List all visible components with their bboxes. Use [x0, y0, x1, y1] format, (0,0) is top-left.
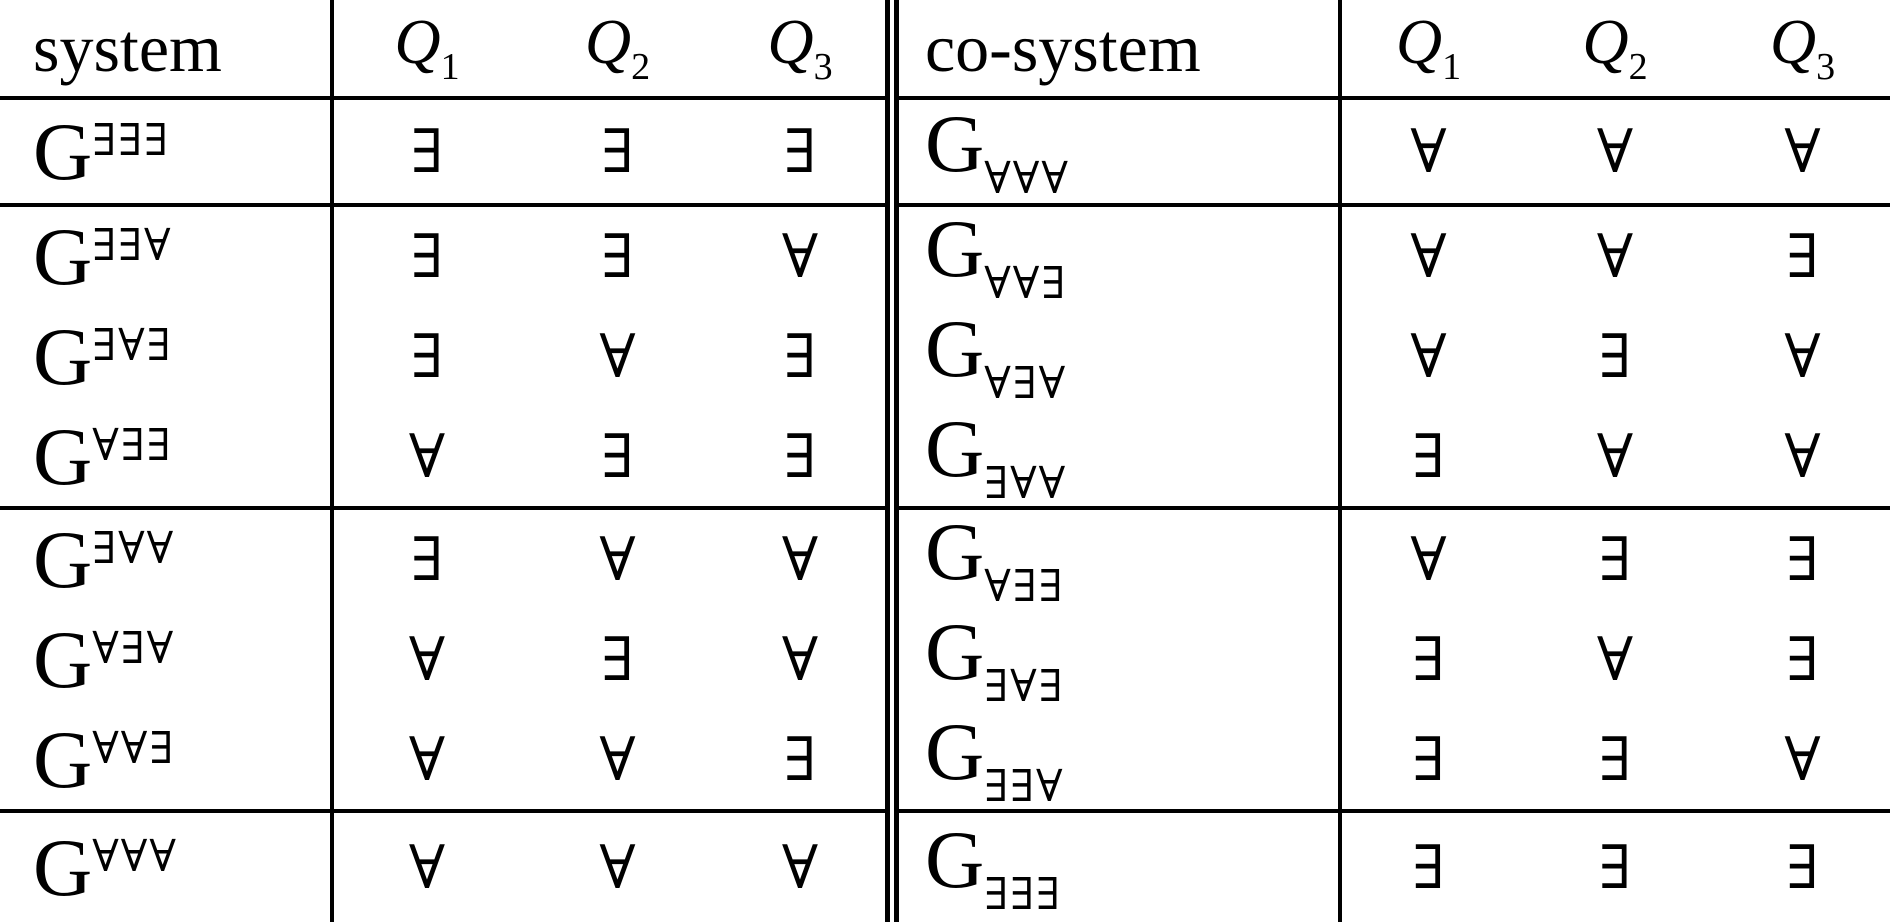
q2-subscript: 2 [631, 46, 651, 88]
system-name-cell [0, 508, 332, 609]
table-row [0, 407, 1890, 508]
table-row [0, 811, 1890, 922]
q2-value-cell: ∀ [599, 323, 636, 390]
quantifier-superscript: ∃∀∃ [92, 320, 173, 370]
g-base: G [33, 105, 93, 197]
co-q3-value-cell: ∃ [1715, 205, 1890, 306]
co-q2-value-cell: ∀ [1596, 423, 1634, 490]
q2-value-cell: ∀ [520, 508, 715, 609]
co-q1-value-cell: ∃ [1340, 710, 1515, 811]
system-symbol [33, 106, 170, 197]
g-base: G [925, 609, 985, 697]
quantifier-superscript: ∀∀∀ [92, 832, 178, 881]
co-q2-value-cell: ∀ [1596, 626, 1634, 693]
cosystem-symbol [925, 814, 1062, 919]
cosystem-symbol [925, 205, 1068, 306]
cosystem-column-header: co-system [892, 0, 1340, 98]
g-base: G [33, 713, 93, 805]
g-base: G [925, 407, 985, 494]
q1-value-cell: ∀ [332, 609, 520, 710]
g-base: G [33, 310, 93, 402]
co-q1-column-header [1340, 0, 1515, 98]
header-row [0, 0, 1890, 98]
g-base: G [33, 410, 93, 502]
cosystem-symbol [925, 98, 1070, 203]
quantifier-superscript: ∃∃∀ [92, 220, 173, 270]
g-base: G [33, 613, 93, 705]
q3-value-cell: ∃ [783, 423, 817, 490]
q3-value-cell: ∀ [715, 508, 892, 609]
co-q1-value-cell: ∃ [1340, 609, 1515, 710]
q1-value-cell: ∀ [332, 407, 520, 508]
co-q1-value-cell: ∀ [1340, 306, 1515, 407]
q1-value-cell: ∃ [332, 98, 520, 205]
system-symbol [33, 211, 173, 302]
table-row [0, 98, 1890, 205]
q1-value-cell: ∀ [332, 710, 520, 811]
cosystem-name-cell [892, 508, 1340, 609]
system-name-cell [0, 306, 332, 407]
g-base: G [925, 814, 985, 905]
q2-value-cell: ∀ [520, 811, 715, 922]
co-q1-value-cell: ∀ [1340, 98, 1515, 205]
q2-value-cell: ∃ [601, 423, 634, 490]
table-row [0, 508, 1890, 609]
g-base: G [925, 306, 985, 394]
co-q2-subscript: 2 [1628, 46, 1648, 88]
co-q2-label: Q [1582, 6, 1629, 77]
cosystem-name-cell [892, 710, 1340, 811]
q3-value-cell: ∀ [715, 205, 892, 306]
q1-value-cell: ∃ [332, 306, 520, 407]
quantifier-subscript: ∀∃∃ [984, 561, 1065, 609]
quantifier-subscript: ∃∀∀ [984, 458, 1068, 508]
quantifier-subscript: ∀∃∀ [984, 358, 1068, 407]
system-name-cell [0, 811, 332, 922]
q3-value-cell: ∃ [783, 726, 817, 793]
q1-subscript: 1 [440, 46, 460, 88]
system-symbol [33, 514, 175, 605]
table-row [0, 205, 1890, 306]
system-symbol [33, 411, 173, 502]
q2-value-cell: ∃ [520, 205, 715, 306]
q2-column-header [520, 0, 715, 98]
g-base: G [925, 205, 985, 294]
quantifier-subscript: ∀∀∃ [984, 258, 1068, 306]
cosystem-symbol [925, 508, 1065, 609]
q2-value-cell: ∃ [520, 98, 715, 205]
g-base: G [33, 513, 93, 605]
table-header [0, 0, 1890, 98]
system-name-cell [0, 98, 332, 205]
system-symbol [33, 714, 175, 805]
q2-label: Q [584, 6, 632, 77]
co-q3-value-cell: ∃ [1715, 811, 1890, 922]
co-q1-value-cell: ∀ [1340, 205, 1515, 306]
q3-label: Q [767, 6, 814, 77]
g-base: G [925, 98, 985, 189]
q1-label: Q [394, 6, 441, 77]
q1-value-cell: ∃ [332, 205, 520, 306]
system-symbol [33, 822, 178, 913]
co-q3-label: Q [1769, 6, 1817, 77]
quantifier-superscript: ∀∀∃ [92, 723, 176, 773]
co-q3-column-header [1715, 0, 1890, 98]
g-base: G [925, 710, 985, 797]
system-name-cell [0, 609, 332, 710]
system-column-header: system [33, 10, 222, 86]
cosystem-symbol [925, 609, 1065, 710]
table-row [0, 609, 1890, 710]
cosystem-symbol [925, 407, 1068, 508]
q1-value-cell: ∀ [332, 811, 520, 922]
q2-value-cell: ∀ [599, 726, 636, 793]
g-base: G [33, 210, 93, 302]
system-name-cell [0, 710, 332, 811]
co-q1-label: Q [1395, 6, 1443, 77]
q3-value-cell: ∃ [783, 323, 817, 390]
q1-value-cell: ∃ [332, 508, 520, 609]
co-q3-value-cell: ∀ [1715, 98, 1890, 205]
q3-subscript: 3 [813, 46, 833, 88]
q3-value-cell: ∀ [781, 626, 819, 693]
table-row [0, 710, 1890, 811]
system-name-cell [0, 407, 332, 508]
co-q1-value-cell: ∃ [1340, 407, 1515, 508]
co-q2-value-cell: ∃ [1515, 508, 1715, 609]
cosystem-symbol [925, 710, 1065, 811]
quantifier-subscript: ∃∃∃ [984, 870, 1062, 919]
quantifier-superscript: ∃∀∀ [92, 523, 176, 573]
q3-value-cell: ∀ [715, 811, 892, 922]
co-q2-column-header [1515, 0, 1715, 98]
q3-value-cell: ∃ [715, 98, 892, 205]
system-symbol [33, 311, 173, 402]
quantifier-superscript: ∀∃∀ [92, 623, 176, 673]
quantifier-superscript: ∀∃∃ [92, 420, 173, 470]
cosystem-name-cell [892, 609, 1340, 710]
cosystem-name-cell [892, 407, 1340, 508]
co-q2-value-cell: ∀ [1515, 205, 1715, 306]
system-name-cell [0, 205, 332, 306]
g-base: G [33, 822, 93, 913]
cosystem-name-cell [892, 306, 1340, 407]
cosystem-symbol [925, 306, 1068, 407]
quantifier-subscript: ∃∃∀ [984, 761, 1065, 811]
co-q3-value-cell: ∀ [1784, 323, 1821, 390]
co-q3-value-cell: ∀ [1784, 423, 1821, 490]
cosystem-name-cell [892, 205, 1340, 306]
table-body [0, 98, 1890, 922]
co-q1-value-cell: ∃ [1340, 811, 1515, 922]
quantifier-subscript: ∃∀∃ [984, 661, 1065, 710]
quantifier-subscript: ∀∀∀ [984, 153, 1070, 203]
system-symbol [33, 614, 175, 705]
co-q3-subscript: 3 [1816, 46, 1836, 88]
co-q3-value-cell: ∀ [1784, 726, 1821, 793]
co-q2-value-cell: ∀ [1515, 98, 1715, 205]
q3-column-header [715, 0, 892, 98]
q1-column-header [332, 0, 520, 98]
g-base: G [925, 508, 985, 597]
q2-value-cell: ∃ [601, 626, 634, 693]
table-row [0, 306, 1890, 407]
co-q3-value-cell: ∃ [1786, 626, 1819, 693]
co-q2-value-cell: ∃ [1598, 323, 1632, 390]
co-q1-value-cell: ∀ [1340, 508, 1515, 609]
cosystem-name-cell [892, 811, 1340, 922]
co-q1-subscript: 1 [1442, 46, 1462, 88]
co-q3-value-cell: ∃ [1715, 508, 1890, 609]
co-q2-value-cell: ∃ [1598, 726, 1632, 793]
cosystem-name-cell [892, 98, 1340, 205]
co-q2-value-cell: ∃ [1515, 811, 1715, 922]
quantifier-superscript: ∃∃∃ [92, 115, 170, 165]
